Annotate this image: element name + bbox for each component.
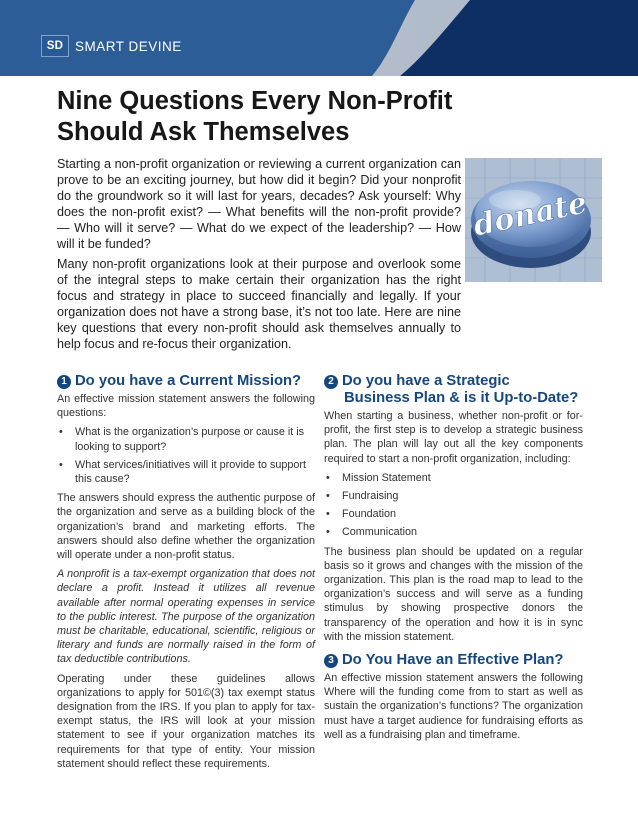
section-2-list [324, 471, 583, 540]
list-item: • Foundation [324, 507, 583, 521]
section-1-paragraph-4: Operating under these guidelines allows organizations to apply for 501©(3) tax exempt status designation from the IRS. If you plan to apply for tax-exempt status, the IRS will look at your mission statement to see if your organization matches its requirements for that type of entity. Your mission statement should reflect these requirements. [57, 672, 315, 770]
list-item: • What is the organization’s purpose or cause it is looking to support? [57, 425, 315, 453]
intro-paragraph-2: Many non-profit organizations look at their purpose and overlook some of the integral steps to make certain their organization has the right focus and strategy in place to succeed financially and legally. If your organization does not have a strong base, it’s not too late. Here are nine key questions that every non-profit should ask themselves annually to help focus and re-focus their organization. [57, 257, 461, 351]
list-item: • Mission Statement [324, 471, 583, 485]
section-1-paragraph-1: An effective mission statement answers the following questions: [57, 393, 315, 420]
brand-name: SMART DEVINE [75, 38, 182, 54]
section-2-title-line-2: Business Plan & is it Up-to-Date? [344, 390, 579, 406]
section-3-title: Do You Have an Effective Plan? [342, 652, 564, 669]
intro-paragraph-1: Starting a non-profit organization or reviewing a current organization can prove to be an exciting journey, but how did it begin? Did your nonprofit do the groundwork so it will last for years, decades? Ask yourself: Why does the non-profit exist? — What benefits will the non-profit provide? — Who will it serve? — What do we expect of the leadership? — How will it be funded? [57, 157, 461, 251]
list-item: • Fundraising [324, 489, 583, 503]
section-1-paragraph-2: The answers should express the authentic purpose of the organization and serve as a building block of the organization’s brand and marketing efforts. The answers should also define whether the organization will operate under a non-profit status. [57, 492, 315, 562]
section-2-paragraph-1: When starting a business, whether non-profit or for-profit, the first step is to develop a strategic business plan. The plan will lay out all the key components required to start a non-profit organization, including: [324, 410, 583, 465]
section-2-paragraph-2: The business plan should be updated on a regular basis so it grows and changes with the mission of the organization. This plan is the road map to lead to the organization’s success and will serve as a funding stimulus by showing prospective donors the transparency of the operation and how it is in sync with the mission statement. [324, 545, 583, 643]
section-1-title: Do you have a Current Mission? [75, 373, 302, 389]
intro-text [57, 157, 461, 358]
donate-label: donate [470, 185, 591, 244]
header-banner [0, 0, 638, 76]
section-3-heading [324, 652, 583, 669]
list-item: • Communication [324, 525, 583, 539]
brand-badge: SD [41, 35, 69, 57]
section-3-number: 3 [324, 654, 338, 668]
section-1-heading [57, 373, 315, 390]
brand-logo [41, 35, 182, 57]
left-column [57, 373, 315, 776]
section-3-paragraph-1: An effective mission statement answers the following Where will the funding come from to start as well as sustain the organization’s functions? The organization must have a target audience for fundraising efforts as well as a fundraising plan and timeframe. [324, 672, 583, 741]
right-column [324, 373, 583, 747]
section-1-paragraph-3: A nonprofit is a tax-exempt organization that does not declare a profit. Instead it utilizes all revenue available after normal operating expenses in service to the public interest. The purpose of the organization must be charitable, educational, scientific, religious or literary and funds are normally raised in the form of tax deductible contributions. [57, 568, 315, 666]
section-2-heading [324, 373, 583, 407]
section-2-title-line-1: Do you have a Strategic [342, 373, 510, 389]
page-title: Nine Questions Every Non-Profit Should Ask Themselves [57, 87, 453, 146]
donate-button-image [465, 158, 602, 282]
section-2-number: 2 [324, 375, 338, 389]
section-1-list [57, 425, 315, 486]
section-1-number: 1 [57, 375, 71, 389]
list-item: • What services/initiatives will it provide to support this cause? [57, 458, 315, 486]
